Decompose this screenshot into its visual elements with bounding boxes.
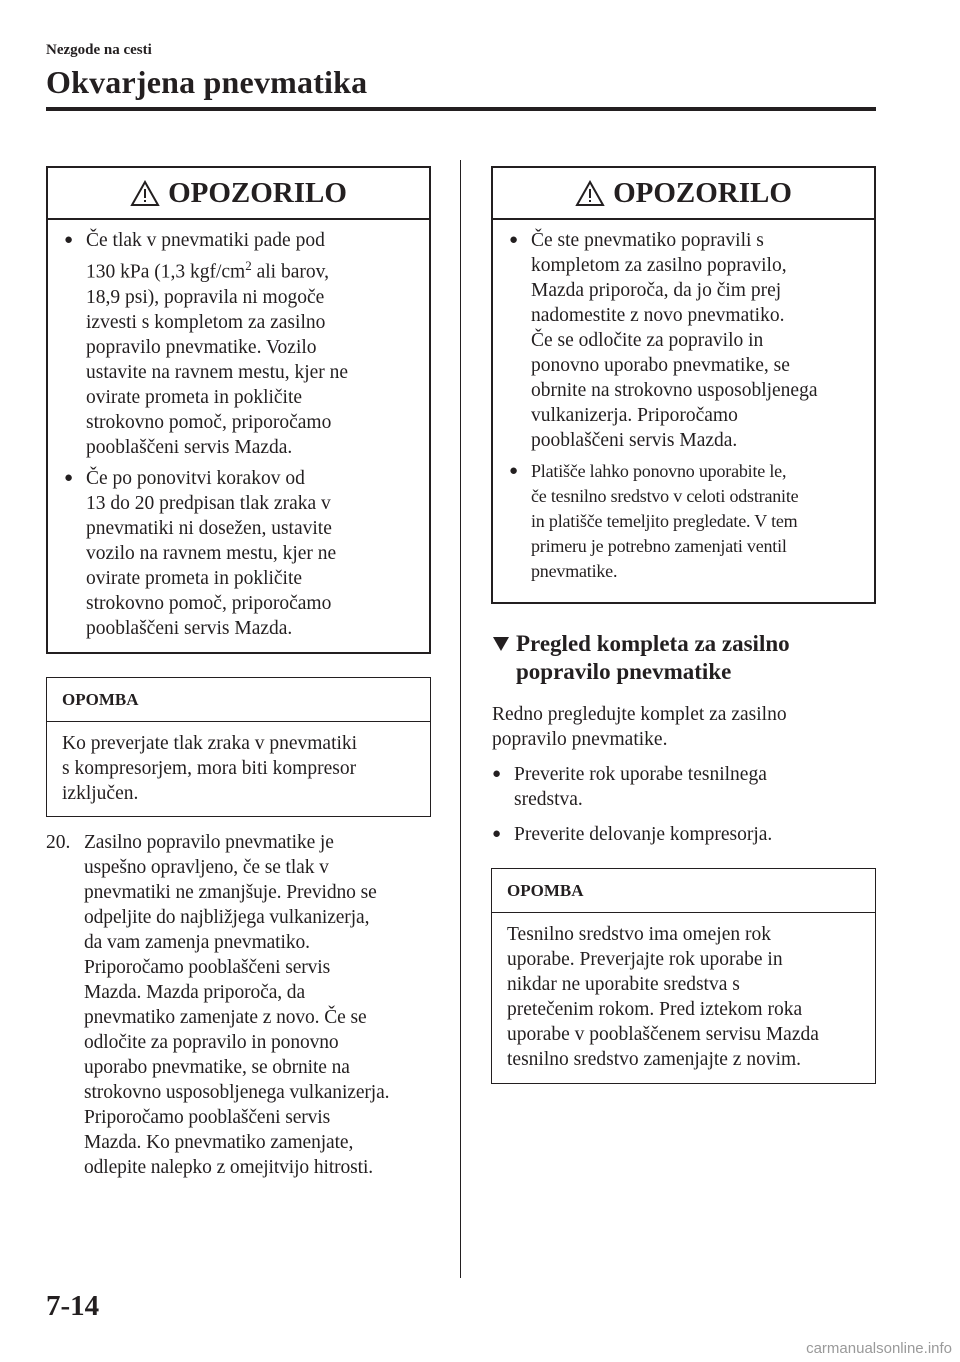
list-item [492,762,876,812]
step-number: 20. [46,832,71,853]
page-number: 7-14 [46,1290,100,1322]
note-heading: OPOMBA [492,869,875,913]
right-note-box [491,868,876,1084]
bullet-dot-icon: ● [492,766,502,782]
step-text: Zasilno popravilo pnevmatike je uspešno opravljeno, če se tlak v pnevmatiki ne zmanjšuje. Previdno se odpeljite do najbližjega vulkanizerja, da vam zamenja pnevmatiko. Priporočamo pooblaščeni servis Mazda. Mazda priporoča, da pnevmatiko zamenjate z novo. Če se odločite za popravilo in ponovno uporabo pnevmatike, se obrnite na strokovno usposobljenega vulkanizerja. Priporočamo pooblaščeni servis Mazda. Ko pnevmatiko zamenjate, odlepite nalepko z omejitvijo hitrosti. [84,832,390,1178]
warning-bullet [509,228,862,453]
checklist [492,762,876,857]
down-triangle-icon [492,636,510,652]
warning-bullet [509,459,862,584]
watermark: carmanualsonline.info [806,1340,952,1357]
bullet-dot-icon: ● [509,463,518,479]
superscript: 2 [245,258,252,273]
intro-paragraph: Redno pregledujte komplet za zasilno popravilo pnevmatike. [492,704,787,750]
bullet-dot-icon: ● [492,826,502,842]
left-note-box [46,677,431,817]
step-20 [46,830,456,1180]
page-title: Okvarjena pnevmatika [46,64,368,100]
title-rule [46,107,876,111]
warning-heading: OPOZORILO [613,176,792,209]
note-text: Ko preverjate tlak zraka v pnevmatiki s kompresorjem, mora biti kompresor izključen. [62,733,358,804]
warning-header [48,168,429,220]
warning-triangle-icon [130,180,160,207]
section-label: Nezgode na cesti [46,42,152,58]
column-divider [460,160,461,1278]
warning-header [493,168,874,220]
warning-triangle-icon [575,180,605,207]
bullet-dot-icon: ● [64,232,74,248]
list-item [492,822,876,847]
bullet-dot-icon: ● [509,232,519,248]
bullet-text: Platišče lahko ponovno uporabite le, če tesnilno sredstvo v celoti odstranite in platišče temeljito pregledate. V tem primeru je potrebno zamenjati ventil pnevmatike. [531,461,799,581]
section-subheading [492,630,876,686]
note-text: Tesnilno sredstvo ima omejen rok uporabe. Preverjajte rok uporabe in nikdar ne uporabite sredstva s pretečenim rokom. Pred iztekom roka uporabe v pooblaščenem servisu Mazda tesnilno sredstvo zamenjajte z novim. [507,924,819,1070]
warning-bullet [64,466,417,641]
bullet-text-cont: ali barov, 18,9 psi), popravila ni mogoče izvesti s kompletom za zasilno popravilo pnevmatike. Vozilo ustavite na ravnem mestu, kjer ne ovirate prometa in pokličite strokovno pomoč, priporočamo pooblaščeni servis Mazda. [86,261,349,458]
warning-bullet [64,228,417,460]
subheading-text: Pregled kompleta za zasilno popravilo pnevmatike [516,631,790,684]
bullet-dot-icon: ● [64,469,74,486]
left-warning-box [46,166,431,654]
list-item-text: Preverite rok uporabe tesnilnega sredstva. [514,764,767,810]
warning-heading: OPOZORILO [168,176,347,209]
bullet-text: Če tlak v pnevmatiki pade pod 130 kPa (1,3 kgf/cm [86,230,325,283]
note-heading: OPOMBA [47,678,430,722]
right-warning-box [491,166,876,604]
bullet-text: Če ste pnevmatiko popravili s kompletom za zasilno popravilo, Mazda priporoča, da jo čim prej nadomestite z novo pnevmatiko. Če se odločite za popravilo in ponovno uporabo pnevmatike, se obrnite na strokovno usposobljenega vulkanizerja. Priporočamo pooblaščeni servis Mazda. [531,230,818,451]
list-item-text: Preverite delovanje kompresorja. [514,824,773,845]
bullet-text: Če po ponovitvi korakov od 13 do 20 predpisan tlak zraka v pnevmatiki ni dosežen, ustavite vozilo na ravnem mestu, kjer ne ovirate prometa in pokličite strokovno pomoč, priporočamo pooblaščeni servis Mazda. [86,467,337,639]
